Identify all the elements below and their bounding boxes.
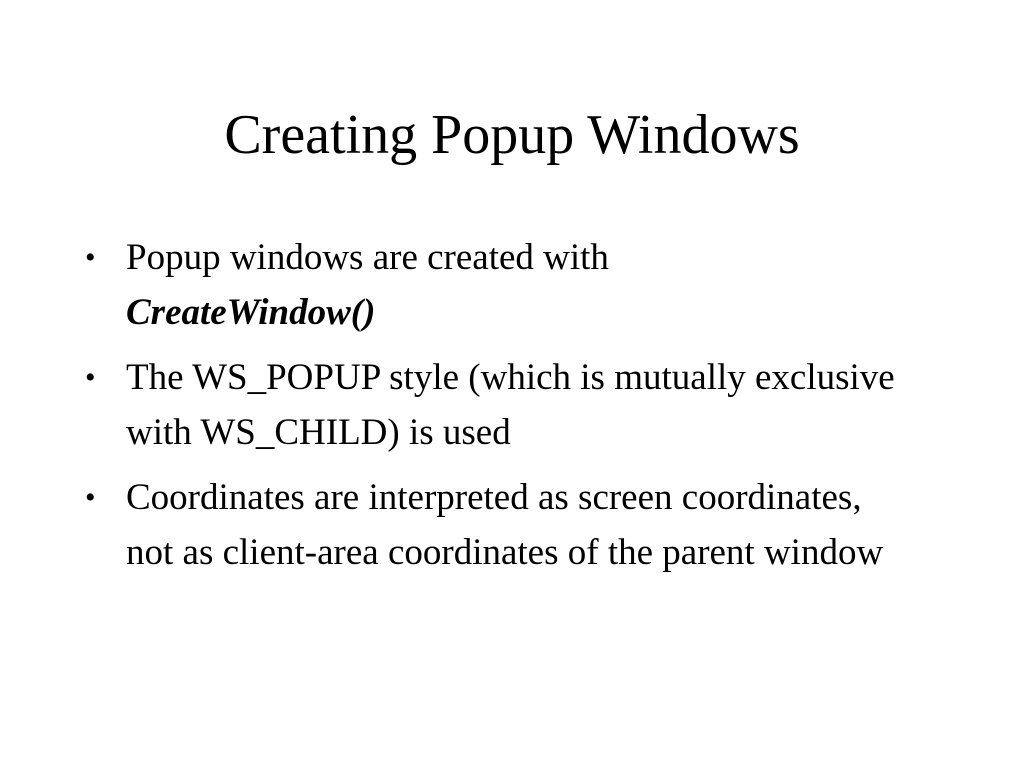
bullet-icon: • bbox=[85, 481, 96, 514]
bullet-item-createwindow bbox=[85, 230, 915, 340]
bullet-icon: • bbox=[85, 361, 96, 394]
function-name: CreateWindow() bbox=[126, 292, 376, 333]
bullet-text: Coordinates are interpreted as screen coordinates, not as client-area coordinates of the parent window bbox=[126, 477, 884, 573]
bullet-text: The WS_POPUP style (which is mutually exclusive with WS_CHILD) is used bbox=[126, 357, 895, 453]
slide-title: Creating Popup Windows bbox=[224, 104, 800, 166]
bullet-item-ws-popup bbox=[85, 350, 915, 460]
bullet-icon: • bbox=[85, 241, 96, 274]
bullet-list bbox=[85, 230, 915, 590]
bullet-text: Popup windows are created with bbox=[126, 237, 609, 278]
bullet-item-coordinates bbox=[85, 470, 915, 580]
